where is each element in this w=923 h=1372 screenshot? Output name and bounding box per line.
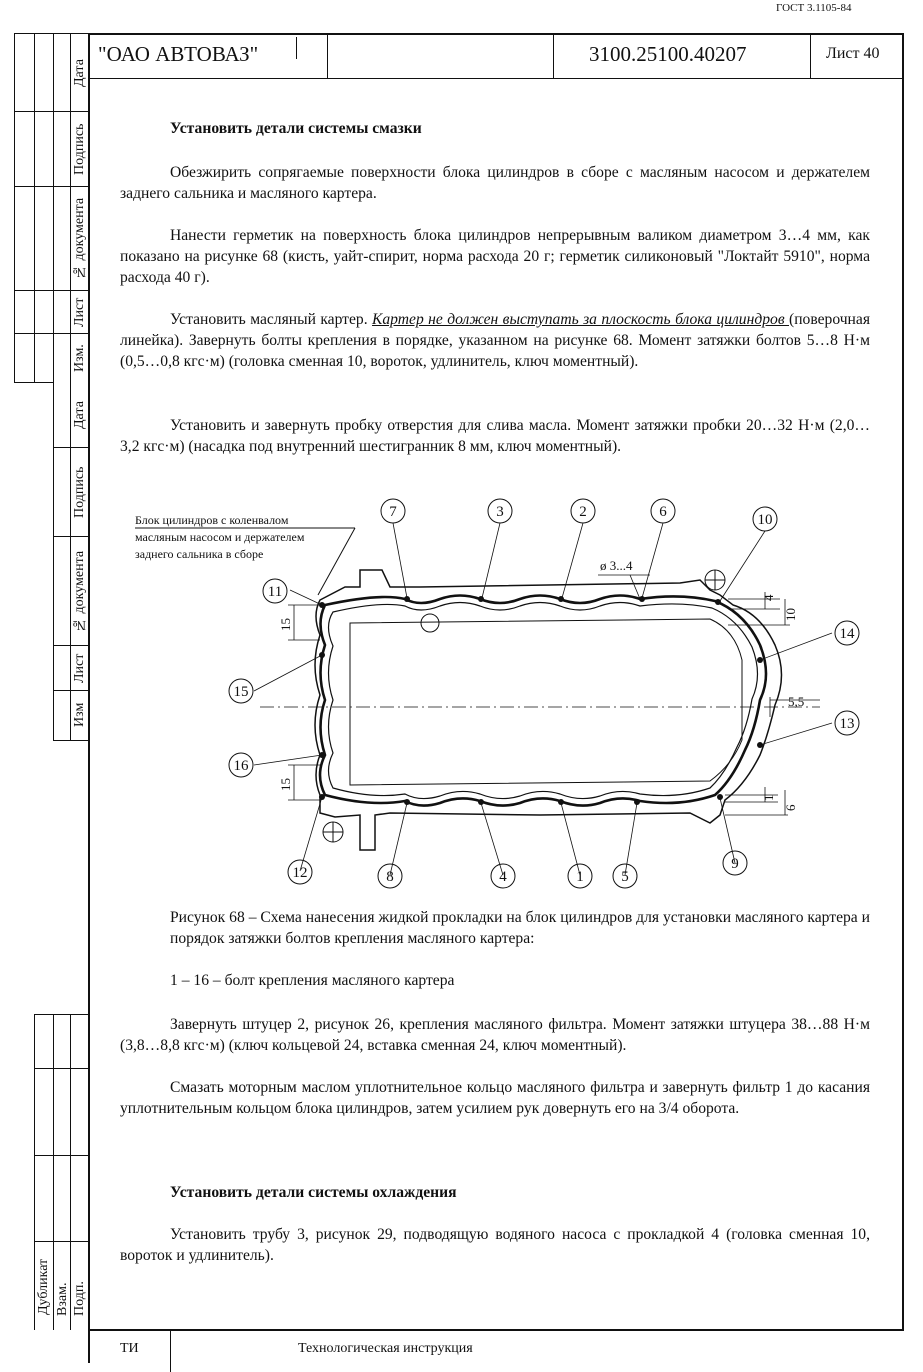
cavity-outline [350, 619, 742, 785]
doc-number: 3100.25100.40207 [589, 42, 747, 66]
stamp-label: Изм. [72, 344, 87, 372]
standard-label: ГОСТ 3.1105-84 [776, 2, 852, 14]
bolt-number-8: 8 [386, 869, 394, 885]
dim-4: 4 [761, 594, 776, 601]
footer-title: Технологическая инструкция [298, 1341, 473, 1356]
label-block-line-3: заднего сальника в сборе [135, 547, 264, 561]
label-block-line-2: масляным насосом и держателем [135, 530, 305, 544]
stamp-bottom-edge [53, 740, 90, 741]
paragraph-oil-pan [120, 309, 870, 372]
bolt-number-10: 10 [757, 512, 773, 528]
stamp-label: № документа [72, 197, 87, 280]
header-sep-2 [553, 33, 554, 79]
footer-sep [170, 1330, 171, 1372]
dim-15-bottom: 15 [278, 778, 293, 791]
bolt-number-16: 16 [233, 758, 249, 774]
stamp-col-2 [53, 33, 54, 740]
header-bottom [88, 78, 904, 79]
company-name: "ОАО АВТОВАЗ" [98, 42, 259, 66]
dim-15-top: 15 [278, 618, 293, 631]
header-sep-3 [810, 33, 811, 79]
stamp-label: Подпись [72, 466, 87, 518]
label-leader [318, 528, 355, 595]
frame-right [902, 33, 904, 1330]
stamp-outer-left [14, 33, 15, 382]
dim-6: 6 [783, 804, 798, 811]
stamp-top-edge [14, 33, 90, 34]
label-block-line-1: Блок цилиндров с коленвалом [135, 513, 289, 527]
bolt-number-2: 2 [579, 504, 587, 520]
paragraph-oil-pan-a: Установить масляный картер. [170, 311, 373, 328]
paragraph-water-pipe: Установить трубу 3, рисунок 29, подводящую водяного насоса с прокладкой 4 (головка сменная 10, вороток и удлинитель). [120, 1226, 870, 1264]
stamp-label: Взам. [55, 1282, 70, 1316]
stamp-break [14, 382, 54, 383]
bolt-number-3: 3 [496, 504, 504, 520]
stamp-col-1 [34, 33, 35, 382]
paragraph-fitting: Завернуть штуцер 2, рисунок 26, крепления масляного фильтра. Момент затяжки штуцера 38…88 Н·м (3,8…8,8 кгс·м) (ключ кольцевой 24, вставка сменная 24, ключ моментный). [120, 1016, 870, 1054]
frame-left [88, 33, 90, 1363]
stamp2-col-0 [34, 1014, 35, 1330]
header-sep-1 [327, 33, 328, 79]
footer-code: ТИ [120, 1341, 139, 1356]
oil-system-heading: Установить детали системы смазки [170, 120, 422, 137]
figure-68-diagram [120, 495, 880, 895]
paragraph-sealant: Нанести герметик на поверхность блока цилиндров непрерывным валиком диаметром 3…4 мм, как показано на рисунке 68 (кисть, уайт-спирит, норма расхода 20 г; герметик силиконовый "Локтайт 5910", норма расхода 40 г). [120, 227, 870, 286]
stamp-label: Дата [72, 401, 87, 429]
bolt-number-9: 9 [731, 856, 739, 872]
stamp2-row [34, 1068, 90, 1069]
bolt-number-1: 1 [576, 869, 584, 885]
bolt-number-11: 11 [267, 584, 283, 600]
cooling-system-heading: Установить детали системы охлаждения [170, 1184, 457, 1201]
paragraph-oil-pan-emphasis: Картер не должен выступать за плоскость блока цилиндров [372, 311, 789, 328]
dim-5-5: 5,5 [788, 694, 805, 709]
bolt-number-13: 13 [839, 716, 855, 732]
stamp-label: Подп. [72, 1281, 87, 1317]
header-cursor-mark [296, 37, 297, 59]
bolt-number-12: 12 [292, 865, 308, 881]
sealant-bead-outer [320, 596, 766, 806]
paragraph-oil-pan-c: (поверочная линейка). Завернуть болты крепления в порядке, указанном на рисунке 68. Момент затяжки болтов 5…8 Н·м (0,5…0,8 кгс·м) (головка сменная 10, вороток, удлинитель, ключ моментный). [120, 311, 870, 370]
bolt-number-14: 14 [839, 626, 855, 642]
sheet-number: Лист 40 [826, 45, 880, 62]
bolt-number-5: 5 [621, 869, 629, 885]
dim-diameter: ø 3...4 [600, 558, 633, 573]
stamp2-row [34, 1241, 90, 1242]
figure-caption: Рисунок 68 – Схема нанесения жидкой прокладки на блок цилиндров для установки масляного картера и порядок затяжки болтов крепления масляного картера: [170, 909, 870, 947]
bolt-number-4: 4 [499, 869, 507, 885]
paragraph-oil-filter: Смазать моторным маслом уплотнительное кольцо масляного фильтра и завернуть фильтр 1 до касания уплотнительным кольцом блока цилиндров, затем усилием рук довернуть его на 3/4 оборота. [120, 1079, 870, 1117]
bolt-number-6: 6 [659, 504, 667, 520]
bolt-number-15: 15 [233, 684, 249, 700]
frame-top [88, 33, 904, 35]
stamp-label: № документа [72, 550, 87, 632]
paragraph-degrease: Обезжирить сопрягаемые поверхности блока цилиндров в сборе с масляным насосом и держателем заднего сальника и масляного картера. [120, 164, 870, 202]
dim-1: 1 [761, 794, 776, 801]
stamp-col-3 [70, 33, 71, 740]
locating-hole [421, 614, 439, 632]
stamp-label: Изм [72, 702, 87, 728]
paragraph-drain-plug: Установить и завернуть пробку отверстия для слива масла. Момент затяжки пробки 20…32 Н·м (2,0…3,2 кгс·м) (насадка под внутренний шестигранник 8 мм, ключ моментный). [120, 417, 870, 455]
stamp-label: Лист [72, 653, 87, 683]
stamp2-col-1 [53, 1014, 54, 1330]
stamp-label: Подпись [72, 123, 87, 175]
stamp2-top [34, 1014, 90, 1015]
sealant-bead-inner [329, 603, 758, 799]
stamp-label: Лист [72, 297, 87, 327]
stamp2-row [34, 1155, 90, 1156]
frame-bottom [88, 1329, 904, 1331]
figure-legend: 1 – 16 – болт крепления масляного картера [170, 972, 455, 989]
stamp-label: Дубликат [36, 1258, 51, 1316]
dim-10: 10 [783, 608, 798, 621]
block-outline [315, 570, 782, 850]
bolt-number-7: 7 [389, 504, 397, 520]
stamp-label: Дата [72, 59, 87, 87]
